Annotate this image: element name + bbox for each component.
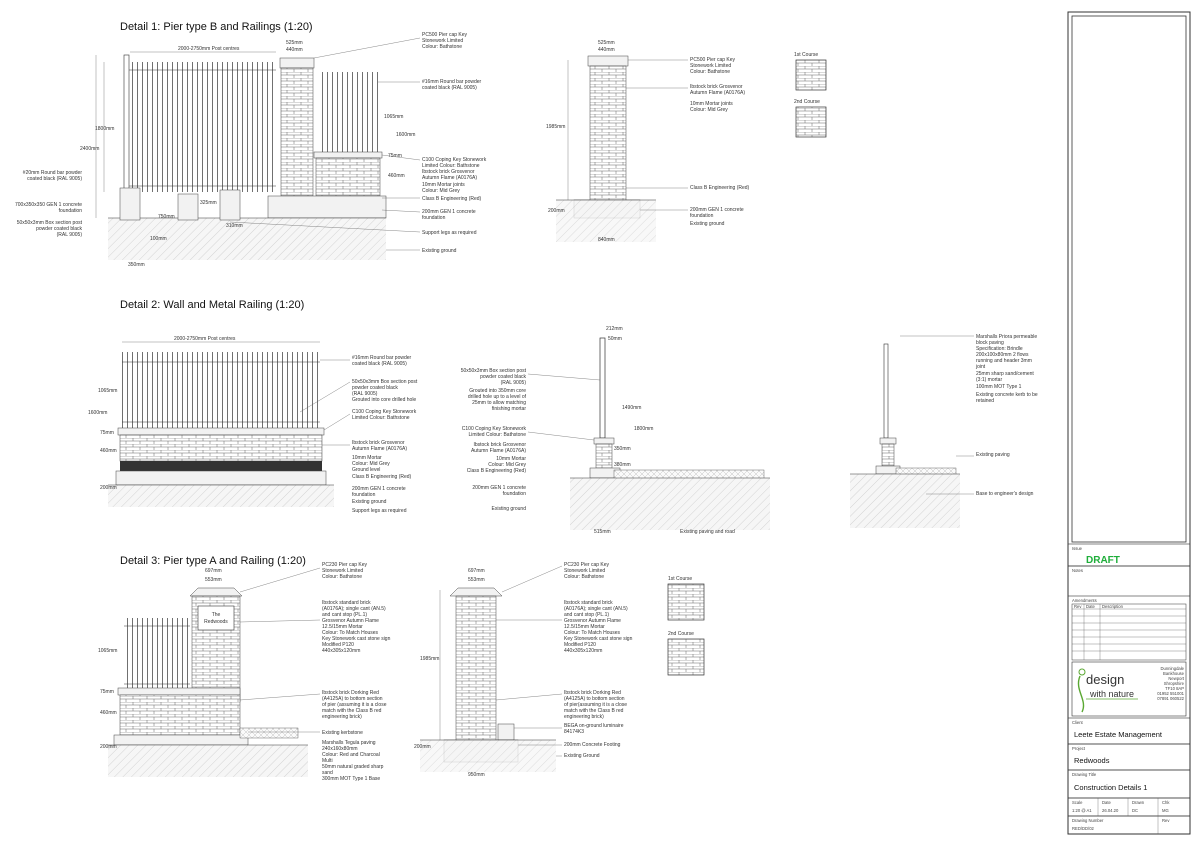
label: 200mm GEN 1 concrete [422,209,476,215]
label: sand [322,770,333,776]
dim: 200mm [548,208,565,214]
dim: 525mm [598,40,615,46]
label: drilled hole up to a level of [467,394,526,400]
dim: 75mm [100,430,114,436]
label: match with the Class B red [564,708,624,714]
label: Class B Engineering (Red) [352,474,412,480]
label: Class B Engineering (Red) [422,196,482,202]
label: Existing concrete kerb to be [976,392,1038,398]
dim: 212mm [606,326,623,332]
amendments-table [1072,604,1186,660]
label: 200mm GEN 1 concrete [472,485,526,491]
label: 25mm sharp sand/cement [976,371,1034,377]
dim: 525mm [286,40,303,46]
address-line: Dunningdale [1160,666,1184,671]
label: Limited Colour: Bathstone [468,432,526,438]
label: Support legs as required [422,230,477,236]
label: 12.5/15mm Mortar [564,624,605,630]
dim: 553mm [468,577,485,583]
label: joint [976,364,986,370]
label: Ibstock brick Grosvenor [690,84,743,90]
meta-value: 26.04.20 [1102,808,1119,813]
dim: 440mm [286,47,303,53]
label: Autumn Flame (A0176A) [352,446,408,452]
dim-post-centres: 2000-2750mm Post centres [178,46,240,52]
dim: 2000-2750mm Post centres [174,336,236,342]
detail-3-title: Detail 3: Pier type A and Railing (1:20) [120,555,306,567]
label: foundation [352,492,376,498]
label: Colour: Bathstone [422,44,463,50]
label: Existing ground [491,506,526,512]
address-line: Bankhouse [1163,671,1184,676]
label: Stonework Limited [564,568,606,574]
label: (A0176A); single cant (AN.5) [564,606,628,612]
label: 200x100x80mm 2 flows [976,352,1029,358]
label: Autumn Flame (A0176A) [422,175,478,181]
label: (A0176A); single cant (AN.5) [322,606,386,612]
client-value: Leete Estate Management [1074,730,1162,739]
dim: 200mm [414,744,431,750]
label: coated black (RAL 9005) [27,176,82,182]
dim: 515mm [594,529,611,535]
label: Ibstock brick Grosvenor [473,442,526,448]
label: Colour: Mid Grey [352,461,390,467]
meta-header: Scale [1072,800,1083,805]
address-line: 01952 551001 [1157,691,1184,696]
dim: 380mm [614,462,631,468]
label: C100 Coping Key Stonework [461,426,526,432]
label: Ibstock brick Grosvenor [422,169,475,175]
label: Stonework Limited [322,568,364,574]
label: Stonework Limited [690,63,732,69]
pier-cap [280,58,314,68]
label: retained [976,398,995,404]
railing-bars [128,62,276,192]
label: C100 Coping Key Stonework [352,409,417,415]
company-logo [1078,669,1138,712]
dim: 310mm [226,223,243,229]
label: Colour: Red and Charcoal [322,752,380,758]
project-label: Project [1072,746,1086,751]
detail-3 [98,555,391,782]
label: Marshalls Tegula paving [322,740,376,746]
label: Modified P120 [322,642,354,648]
label: engineering brick) [322,714,362,720]
label: PC230 Pier cap Key [564,562,610,568]
sign-text: Redwoods [204,619,228,625]
dim: 1985mm [546,124,566,130]
dim: 553mm [205,577,222,583]
label: Existing paving [976,452,1010,458]
label: Support legs as required [352,508,407,514]
label: Colour: Mid Grey [422,188,460,194]
pier-a-section [414,562,633,778]
dim: 460mm [100,710,117,716]
pier-brick [281,68,313,196]
dim: 325mm [200,200,217,206]
drawing-title-value: Construction Details 1 [1074,783,1148,792]
label: Colour: Mid Grey [690,107,728,113]
dim: 75mm [100,689,114,695]
rev-label: Rev [1162,818,1170,823]
dim: 697mm [468,568,485,574]
address-line: TF10 8AP [1165,686,1184,691]
label: Grouted into 350mm core [469,388,526,394]
label: Existing Ground [564,753,600,759]
paving-section [850,334,1038,528]
label: Limited Colour: Bathstone [422,163,480,169]
label: 25mm to allow matching [472,400,526,406]
label: Colour: To Match Houses [564,630,621,636]
drawing-meta [1068,798,1190,816]
label: Key Stonework cast stone sign [322,636,391,642]
label: Ibstock standard brick [322,600,371,606]
dim: 1600mm [88,410,108,416]
label: coated black (RAL 9005) [352,361,407,367]
detail-1-title: Detail 1: Pier type B and Railings (1:20) [120,21,313,33]
address-line: Newport [1168,676,1184,681]
label: powder coated black [352,385,398,391]
label: Modified P120 [564,642,596,648]
label: 440x305x120mm [322,648,361,654]
label: powder coated black [480,374,526,380]
sign-text: The [211,612,221,618]
logo-text: design [1086,672,1125,687]
dim: 75mm [388,153,402,159]
label: running and header 3mm [976,358,1032,364]
label: 200mm Concrete Footing [564,742,621,748]
label: of pier (assuming it is a close [322,702,387,708]
label: 50mm natural graded sharp [322,764,384,770]
dim: 1065mm [98,388,118,394]
label: Colour: Mid Grey [488,462,526,468]
logo-text: with nature [1090,689,1135,699]
dim: 1985mm [420,656,440,662]
client-label: Client [1072,720,1083,725]
label: #20mm Round bar powder [22,170,82,176]
label: engineering brick) [564,714,604,720]
label: 12.5/15mm Mortar [322,624,363,630]
label: (RAL 9005) [352,391,378,397]
label: Class B Engineering (Red) [690,185,750,191]
dim: 200mm [100,485,117,491]
meta-header: Chk [1162,800,1170,805]
label: 10mm Mortar [496,456,526,462]
label: foundation [58,208,82,214]
label: Limited Colour: Bathstone [352,415,410,421]
dim: 1065mm [98,648,118,654]
label: Grosvenor Autumn Flame [564,618,621,624]
label: of pier(assuming it is a close [564,702,628,708]
label: Multi [322,758,333,764]
label: Existing kerbstone [322,730,363,736]
label: Key Stonework cast stone sign [564,636,633,642]
label: block paving [976,340,1004,346]
box-post [124,55,129,195]
course-diagrams-bottom [668,576,704,675]
label: Marshalls Priora permeable [976,334,1038,340]
label: 440x305x120mm [564,648,603,654]
dim: 50mm [608,336,622,342]
label: 10mm Mortar joints [422,182,465,188]
project-value: Redwoods [1074,756,1110,765]
label: 200mm GEN 1 concrete [690,207,744,213]
label: #16mm Round bar powder [352,355,412,361]
railing-section [461,326,770,535]
address-line: Shropshire [1163,681,1184,686]
meta-header: Date [1102,800,1111,805]
label: Colour: Bathstone [564,574,605,580]
issue-value: DRAFT [1086,555,1120,566]
label: Grosvenor Autumn Flame [322,618,379,624]
dim: 460mm [100,448,117,454]
dim: 1490mm [622,405,642,411]
dim: 2400mm [80,146,100,152]
label: (3:1) mortar [976,377,1003,383]
amendments-label: Amendments [1072,598,1097,603]
label: BEGA on-ground luminaire [564,723,624,729]
label: 700x350x350 GEN 1 concrete [15,202,82,208]
label: PC230 Pier cap Key [322,562,368,568]
label: Ibstock brick Dorking Red [564,690,621,696]
label: Grouted into core drilled hole [352,397,417,403]
label: (RAL 9005) [500,380,526,386]
label: powder coated black [36,226,82,232]
label: 100mm MOT Type 1 [976,384,1022,390]
label: 50x50x3mm Box section post [352,379,418,385]
label: 240x160x80mm [322,746,358,752]
label: foundation [502,491,526,497]
label: 10mm Mortar [352,455,382,461]
label: Ground level [352,467,381,473]
dim: 350mm [128,262,145,268]
label: coated black (RAL 9005) [422,85,477,91]
label: Class B Engineering (Red) [466,468,526,474]
label: 50x50x3mm Box section post [16,220,82,226]
amend-header: Rev [1074,604,1082,609]
label: 84174K3 [564,729,585,735]
dim: 1600mm [396,132,416,138]
label: 10mm Mortar joints [690,101,733,107]
detail-2 [88,299,418,514]
meta-header: Drawn [1132,800,1145,805]
meta-value: 1:20 @ A1 [1072,808,1092,813]
label: Colour: Bathstone [690,69,731,75]
amend-header: Description [1102,604,1123,609]
label: Specification: Brindle [976,346,1023,352]
course-label: 2nd Course [794,99,820,105]
dim: 100mm [150,236,167,242]
dim: 200mm [100,744,117,750]
label: 300mm MOT Type 1 Base [322,776,381,782]
label: foundation [690,213,714,219]
dim: 1800mm [95,126,115,132]
label: 200mm GEN 1 concrete [352,486,406,492]
pier-b-section [546,40,750,243]
label: Colour: To Match Houses [322,630,379,636]
dim: 350mm [614,446,631,452]
label: 50x50x3mm Box section post [460,368,526,374]
drawing-number-label: Drawing Number [1072,818,1104,823]
label: Existing paving and road [680,529,735,535]
label: Ibstock brick Grosvenor [352,440,405,446]
label: C100 Coping Key Stonework [422,157,487,163]
label: PC500 Pier cap Key [422,32,468,38]
meta-value: MG [1162,808,1169,813]
label: match with the Class B red [322,708,382,714]
label: Existing ground [352,499,387,505]
dim: 840mm [598,237,615,243]
label: and cant stop (PL.1) [564,612,610,618]
label: Ibstock brick Dorking Red [322,690,379,696]
course-label: 1st Course [794,52,819,58]
label: Stonework Limited [422,38,464,44]
dim: 750mm [158,214,175,220]
label: (RAL 9005) [56,232,82,238]
label: #16mm Round bar powder [422,79,482,85]
title-block [1068,12,1190,834]
dim: 697mm [205,568,222,574]
label: finishing mortar [491,406,526,412]
course-label: 2nd Course [668,631,694,637]
drawing-number-value: RED/DD/02 [1072,826,1094,831]
label: Base to engineer's design [976,491,1034,497]
amend-header: Date [1086,604,1095,609]
dim: 440mm [598,47,615,53]
label: PC500 Pier cap Key [690,57,736,63]
dim: 460mm [388,173,405,179]
course-label: 1st Course [668,576,693,582]
drawing-title-label: Drawing Title [1072,772,1097,777]
detail-1 [15,21,487,268]
issue-label: Issue [1072,546,1083,551]
course-diagrams-top [794,52,826,137]
label: Autumn Flame (A0176A) [690,90,746,96]
address-line: 07891 060522 [1157,696,1184,701]
dim: 1065mm [384,114,404,120]
notes-label: Notes [1072,568,1083,573]
dim: 950mm [468,772,485,778]
label: (A4125A) to bottom section [564,696,625,702]
label: and cant stop (PL.1) [322,612,368,618]
label: Autumn Flame (A0176A) [470,448,526,454]
label: Colour: Bathstone [322,574,363,580]
label: (A4125A) to bottom section [322,696,383,702]
detail-2-title: Detail 2: Wall and Metal Railing (1:20) [120,299,305,311]
label: Existing ground [690,221,725,227]
meta-value: DC [1132,808,1139,813]
label: Existing ground [422,248,457,254]
label: Ibstock standard brick [564,600,613,606]
label: foundation [422,215,446,221]
dim: 1800mm [634,426,654,432]
